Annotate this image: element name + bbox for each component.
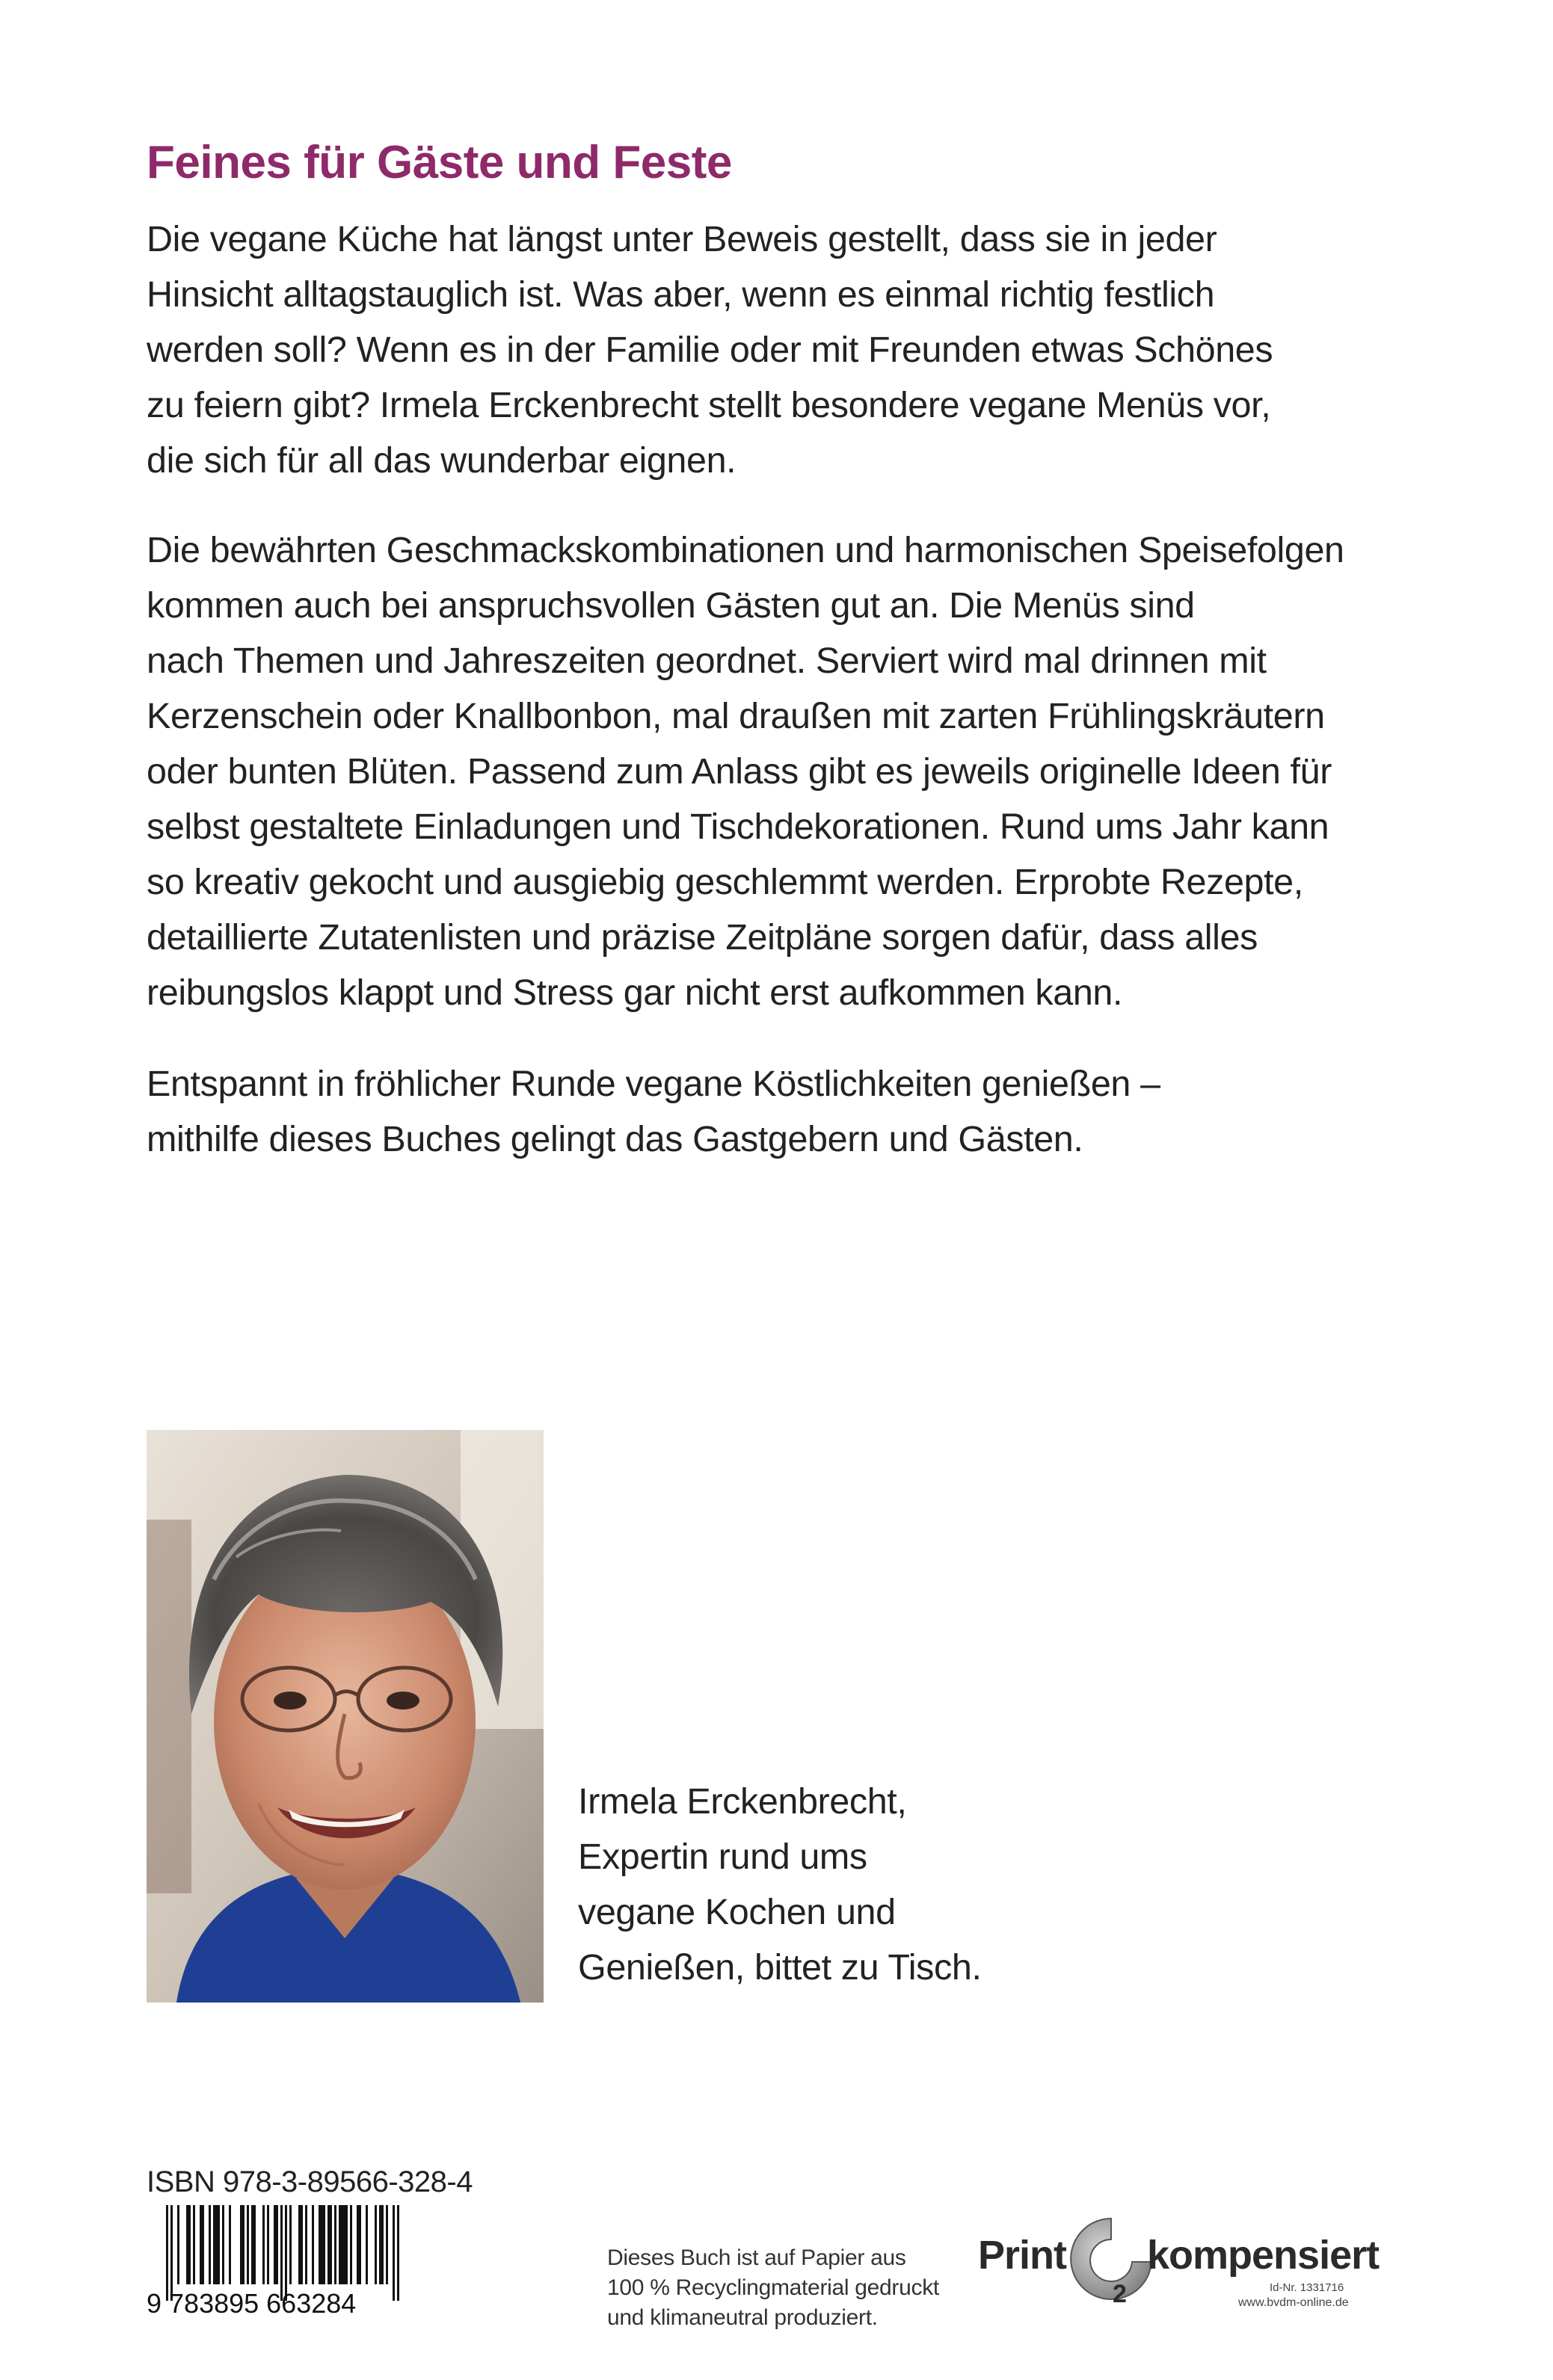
barcode-bar (274, 2205, 278, 2284)
intro-paragraph (147, 212, 1440, 488)
co2-icon (1066, 2214, 1156, 2310)
barcode-bar (319, 2205, 325, 2284)
caption-line: Irmela Erckenbrecht, (578, 1781, 907, 1822)
barcode-bar (350, 2205, 352, 2284)
logo-kompensiert-word: kompensiert (1147, 2233, 1380, 2278)
logo-website: www.bvdm-online.de (1238, 2296, 1349, 2309)
text-line: Hinsicht alltagstauglich ist. Was aber, wenn es einmal richtig festlich (147, 274, 1215, 315)
barcode-bar (386, 2205, 388, 2284)
text-line: selbst gestaltete Einladungen und Tischdekorationen. Rund ums Jahr kann (147, 807, 1329, 847)
author-portrait (147, 1430, 544, 2003)
barcode-bar (166, 2205, 168, 2301)
text-line: detaillierte Zutatenlisten und präzise Zeitpläne sorgen dafür, dass alles (147, 917, 1258, 958)
barcode-bar (298, 2205, 303, 2284)
logo-id-number: Id-Nr. 1331716 (1270, 2281, 1344, 2294)
text-line: Entspannt in fröhlicher Runde vegane Köstlichkeiten genießen – (147, 1064, 1160, 1104)
note-line: 100 % Recyclingmaterial gedruckt (607, 2275, 939, 2300)
barcode-bar (327, 2205, 332, 2284)
text-line: so kreativ gekocht und ausgiebig geschlemmt werden. Erprobte Rezepte, (147, 862, 1303, 902)
page-heading: Feines für Gäste und Feste (147, 137, 732, 188)
note-line: Dieses Buch ist auf Papier aus (607, 2245, 906, 2270)
barcode-bar (193, 2205, 195, 2284)
barcode-bar (247, 2205, 249, 2284)
barcode-bar (357, 2205, 361, 2284)
barcode-bar (229, 2205, 231, 2284)
text-line: werden soll? Wenn es in der Familie oder mit Freunden etwas Schönes (147, 330, 1273, 370)
barcode-bar (312, 2205, 314, 2284)
print-co2-logo (978, 2214, 1380, 2315)
barcode-bar (222, 2205, 224, 2284)
barcode-bar (339, 2205, 348, 2284)
barcode-bar (213, 2205, 220, 2284)
text-line: mithilfe dieses Buches gelingt das Gastgebern und Gästen. (147, 1119, 1083, 1159)
barcode-bar (305, 2205, 307, 2284)
author-caption (578, 1774, 982, 1995)
isbn-barcode (147, 2205, 461, 2317)
barcode-bar (393, 2205, 395, 2301)
closing-paragraph (147, 1056, 1440, 1167)
note-line: und klimaneutral produziert. (607, 2305, 878, 2330)
barcode-bar (379, 2205, 384, 2284)
barcode-bar (209, 2205, 211, 2284)
barcode-bar (375, 2205, 377, 2284)
text-line: Kerzenschein oder Knallbonbon, mal draußen mit zarten Frühlingskräutern (147, 696, 1325, 736)
text-line: kommen auch bei anspruchsvollen Gästen gut an. Die Menüs sind (147, 585, 1195, 626)
barcode-bar (251, 2205, 256, 2284)
caption-line: Genießen, bittet zu Tisch. (578, 1947, 982, 1988)
isbn-label: ISBN 978-3-89566-328-4 (147, 2165, 473, 2198)
barcode-bar (267, 2205, 269, 2284)
text-line: Die vegane Küche hat längst unter Beweis gestellt, dass sie in jeder (147, 219, 1217, 259)
caption-line: vegane Kochen und (578, 1892, 896, 1932)
caption-line: Expertin rund ums (578, 1837, 867, 1877)
co2-subscript: 2 (1113, 2280, 1127, 2308)
recycle-note (607, 2243, 939, 2333)
barcode-bar (186, 2205, 191, 2284)
barcode-bar (170, 2205, 173, 2301)
text-line: oder bunten Blüten. Passend zum Anlass gibt es jeweils originelle Ideen für (147, 751, 1332, 792)
logo-print-word: Print (978, 2233, 1067, 2278)
barcode-bar (240, 2205, 245, 2284)
barcode-bar (289, 2205, 292, 2284)
barcode-bar (334, 2205, 336, 2284)
description-paragraph (147, 522, 1440, 1020)
text-line: nach Themen und Jahreszeiten geordnet. Serviert wird mal drinnen mit (147, 641, 1267, 681)
barcode-bar (366, 2205, 368, 2284)
barcode-number: 9 783895 663284 (147, 2288, 357, 2317)
barcode-bar (262, 2205, 265, 2284)
barcode-bar (280, 2205, 283, 2301)
text-line: zu feiern gibt? Irmela Erckenbrecht stellt besondere vegane Menüs vor, (147, 385, 1271, 425)
barcode-bar (200, 2205, 204, 2284)
barcode-bar (397, 2205, 399, 2301)
text-line: die sich für all das wunderbar eignen. (147, 440, 736, 481)
text-line: reibungslos klappt und Stress gar nicht erst aufkommen kann. (147, 972, 1123, 1013)
barcode-bar (177, 2205, 179, 2284)
barcode-bar (285, 2205, 287, 2301)
text-line: Die bewährten Geschmackskombinationen und harmonischen Speisefolgen (147, 530, 1344, 570)
